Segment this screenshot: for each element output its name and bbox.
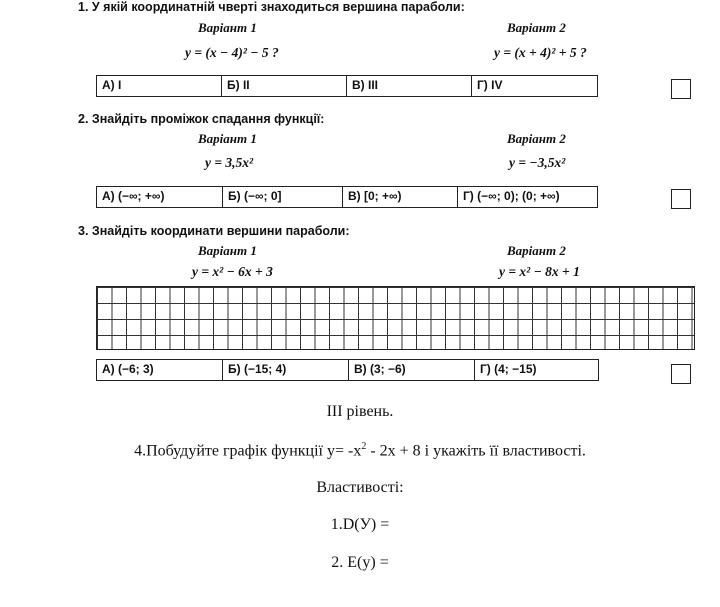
level-heading: III рівень.: [326, 403, 394, 420]
q2-formula-2: y = −3,5x²: [509, 155, 566, 170]
q3-answer-a[interactable]: А) (−6; 3): [97, 360, 223, 380]
q2-answer-c[interactable]: В) [0; +∞): [343, 187, 458, 207]
q2-variant-2-label: Варіант 2: [507, 131, 566, 146]
q1-formula-1: y = (x − 4)² − 5 ?: [185, 45, 279, 60]
q2-answer-b[interactable]: Б) (−∞; 0]: [223, 187, 343, 207]
q1-answer-d[interactable]: Г) IV: [477, 78, 503, 92]
q1-formula-2: y = (x + 4)² + 5 ?: [494, 45, 587, 60]
q3-variant-2-label: Варіант 2: [507, 243, 566, 258]
q3-variant-1-label: Варіант 1: [198, 243, 257, 258]
q2-answer-a[interactable]: А) (−∞; +∞): [97, 187, 223, 207]
q2-answer-row: [96, 186, 598, 208]
q1-answer-b[interactable]: Б) II: [222, 76, 347, 96]
task-4-exponent: 2: [361, 441, 367, 452]
q1-answer-a[interactable]: А) I: [97, 76, 222, 96]
property-range: 2. E(y) =: [331, 554, 389, 571]
q3-formula-2: y = x² − 8x + 1: [499, 264, 580, 279]
q1-answer-checkbox[interactable]: [671, 79, 691, 99]
task-4-suffix: - 2x + 8 і укажіть її властивості.: [366, 442, 586, 460]
task-4-text: [0, 441, 720, 460]
q1-variant-2-label: Варіант 2: [507, 20, 566, 35]
q3-answer-c[interactable]: В) (3; −6): [349, 360, 475, 380]
q2-answer-d[interactable]: Г) (−∞; 0); (0; +∞): [463, 189, 560, 203]
question-2-title: 2. Знайдіть проміжок спадання функції:: [78, 112, 325, 126]
q2-formula-1: y = 3,5x²: [205, 155, 254, 170]
task-4-prefix: 4.Побудуйте графік функції y= -x: [134, 442, 362, 460]
q3-answer-b[interactable]: Б) (−15; 4): [223, 360, 349, 380]
q3-answer-checkbox[interactable]: [671, 364, 691, 384]
q3-answer-row: [96, 359, 599, 381]
q1-answer-row: [96, 75, 598, 97]
question-1-title: 1. У якій координатній чверті знаходиться вершина параболи:: [78, 0, 465, 14]
q1-variant-1-label: Варіант 1: [198, 20, 257, 35]
question-3-title: 3. Знайдіть координати вершини параболи:: [78, 224, 350, 238]
properties-label: Властивості:: [316, 479, 404, 496]
work-grid: [96, 286, 695, 350]
q2-variant-1-label: Варіант 1: [198, 131, 257, 146]
q3-answer-d[interactable]: Г) (4; −15): [480, 362, 537, 376]
q3-formula-1: y = x² − 6x + 3: [192, 264, 273, 279]
property-domain: 1.D(У) =: [330, 516, 390, 533]
q2-answer-checkbox[interactable]: [671, 189, 691, 209]
q1-answer-c[interactable]: В) III: [347, 76, 472, 96]
